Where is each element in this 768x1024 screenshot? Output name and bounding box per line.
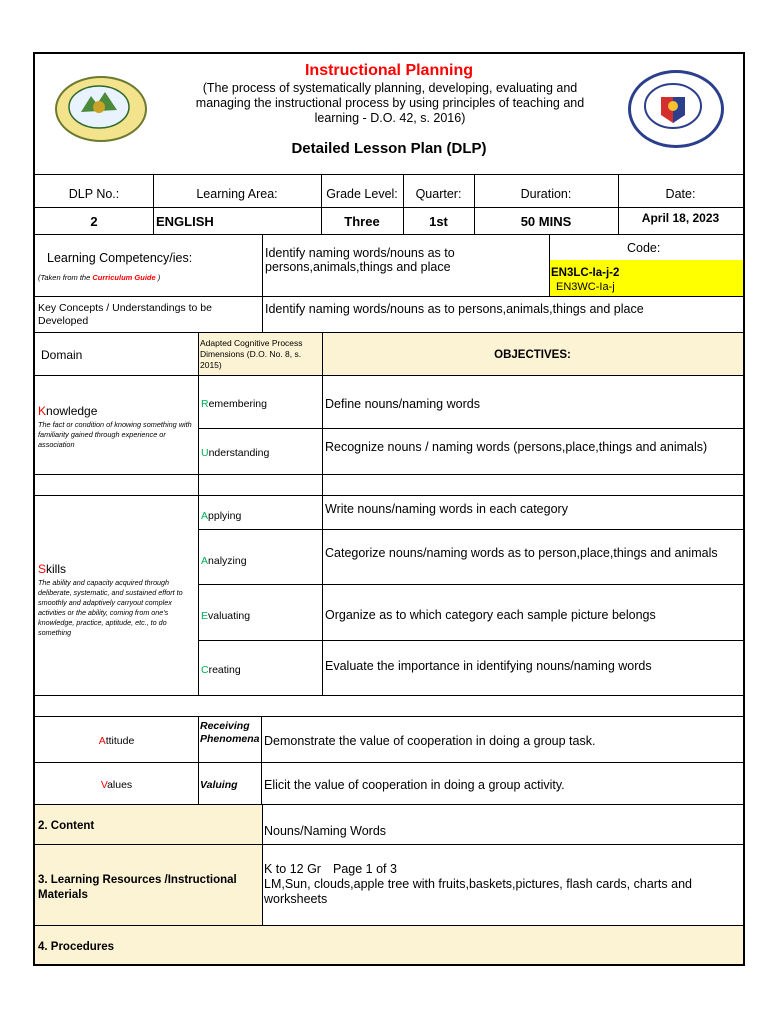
header-date: Date: bbox=[665, 187, 696, 201]
skills-label: Skills bbox=[38, 562, 67, 576]
value-duration: 50 MINS bbox=[520, 214, 572, 229]
objectives-label: OBJECTIVES: bbox=[494, 349, 571, 361]
process-remembering: Remembering bbox=[201, 398, 267, 410]
page-title: Instructional Planning bbox=[304, 62, 473, 79]
header-dlp-no: DLP No.: bbox=[68, 187, 120, 201]
key-concepts-label: Key Concepts / Understandings to be Developed bbox=[38, 302, 212, 327]
objective-understanding: Recognize nouns / naming words (persons,place,things and animals) bbox=[325, 440, 708, 454]
value-date: April 18, 2023 bbox=[641, 211, 720, 225]
key-concepts-text: Identify naming words/nouns as to persons,animals,things and place bbox=[265, 302, 644, 316]
value-learning-area: ENGLISH bbox=[156, 214, 214, 229]
code-secondary: EN3WC-Ia-j bbox=[556, 281, 615, 293]
procedures-label: 4. Procedures bbox=[38, 941, 115, 953]
attitude-process: Receiving Phenomena bbox=[200, 720, 260, 745]
deped-logo bbox=[55, 76, 147, 142]
values-process: Valuing bbox=[200, 779, 238, 791]
page-subtitle: (The process of systematically planning, developing, evaluating and managing the instructional process by using principles of teaching and learning - D.O. 42, s. 2016) bbox=[195, 81, 585, 125]
resources-label: 3. Learning Resources /Instructional Materials bbox=[38, 874, 237, 901]
objective-creating: Evaluate the importance in identifying nouns/naming words bbox=[325, 659, 652, 673]
values-label: Values bbox=[100, 779, 133, 791]
process-evaluating: Evaluating bbox=[201, 610, 251, 622]
objective-analyzing: Categorize nouns/naming words as to person,place,things and animals bbox=[325, 546, 718, 560]
header-quarter: Quarter: bbox=[415, 187, 462, 201]
page-indicator: Page 1 of 3 bbox=[333, 862, 397, 876]
adapted-label: Adapted Cognitive Process Dimensions (D.O. No. 8, s. 2015) bbox=[200, 338, 303, 370]
objective-applying: Write nouns/naming words in each category bbox=[325, 502, 568, 516]
header-grade-level: Grade Level: bbox=[326, 187, 398, 201]
curriculum-guide-link: Curriculum Guide bbox=[92, 273, 156, 282]
competency-label: Learning Competency/ies: bbox=[47, 251, 193, 265]
process-analyzing: Analyzing bbox=[201, 555, 247, 567]
kagawaran-logo bbox=[628, 70, 724, 148]
resources-text: LM,Sun, clouds,apple tree with fruits,baskets,pictures, flash cards, charts and worksheets bbox=[264, 877, 692, 906]
competency-text: Identify naming words/nouns as to persons,animals,things and place bbox=[265, 246, 455, 274]
attitude-label: Attitude bbox=[98, 735, 135, 747]
content-label: 2. Content bbox=[38, 820, 95, 832]
header-learning-area: Learning Area: bbox=[196, 187, 278, 201]
objective-evaluating: Organize as to which category each sample picture belongs bbox=[325, 608, 656, 622]
code-label: Code: bbox=[627, 241, 661, 255]
resources-text-start: K to 12 Gr bbox=[264, 862, 321, 876]
value-dlp-no: 2 bbox=[90, 214, 98, 229]
code-primary: EN3LC-Ia-j-2 bbox=[551, 267, 620, 279]
domain-label: Domain bbox=[41, 348, 83, 362]
competency-note: (Taken from the Curriculum Guide ) bbox=[38, 273, 161, 282]
process-understanding: Understanding bbox=[201, 447, 270, 459]
process-creating: Creating bbox=[201, 664, 241, 676]
knowledge-label: Knowledge bbox=[38, 404, 98, 418]
value-grade-level: Three bbox=[344, 214, 380, 229]
header-duration: Duration: bbox=[520, 187, 572, 201]
knowledge-desc: The fact or condition of knowing something with familiarity gained through experience or association bbox=[38, 420, 192, 449]
value-quarter: 1st bbox=[429, 214, 448, 229]
dlp-title: Detailed Lesson Plan (DLP) bbox=[291, 140, 487, 157]
process-applying: Applying bbox=[201, 510, 242, 522]
content-text: Nouns/Naming Words bbox=[264, 824, 387, 838]
objective-remembering: Define nouns/naming words bbox=[325, 397, 480, 411]
values-objective: Elicit the value of cooperation in doing a group activity. bbox=[264, 778, 565, 792]
lesson-plan-page bbox=[33, 52, 745, 966]
attitude-objective: Demonstrate the value of cooperation in doing a group task. bbox=[264, 734, 596, 748]
skills-desc: The ability and capacity acquired through deliberate, systematic, and sustained effort to smoothly and adaptively carryout complex activities or the ability, coming from one's knowledge, practice, aptitude, etc., to do something bbox=[38, 578, 183, 637]
